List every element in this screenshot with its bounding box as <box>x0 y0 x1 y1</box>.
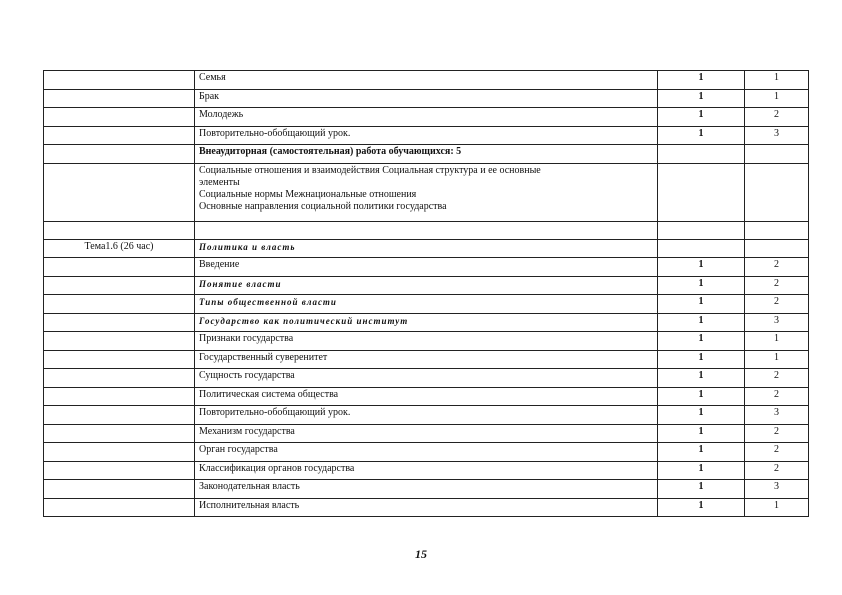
level-cell: 3 <box>745 406 809 425</box>
topic-cell <box>44 108 195 127</box>
lesson-cell: Сущность государства <box>195 369 658 388</box>
independent-work-line: Основные направления социальной политики государства <box>199 200 447 212</box>
page-number: 15 <box>415 547 427 561</box>
lesson-cell: Орган государства <box>195 443 658 462</box>
table-row <box>44 443 809 462</box>
independent-work-topics <box>195 163 658 221</box>
topic-cell <box>44 89 195 108</box>
table-row <box>44 350 809 369</box>
hours-cell: 1 <box>658 126 745 145</box>
level-cell <box>745 239 809 258</box>
table-row <box>44 276 809 295</box>
hours-cell: 1 <box>658 461 745 480</box>
hours-cell <box>658 145 745 164</box>
table-row <box>44 258 809 277</box>
table-row <box>44 89 809 108</box>
lesson-cell: Политическая система общества <box>195 387 658 406</box>
lesson-cell: Введение <box>195 258 658 277</box>
level-cell: 1 <box>745 498 809 517</box>
lesson-cell: Понятие власти <box>195 276 658 295</box>
lesson-cell: Семья <box>195 71 658 90</box>
level-cell: 2 <box>745 258 809 277</box>
lesson-cell: Признаки государства <box>195 332 658 351</box>
hours-cell: 1 <box>658 89 745 108</box>
level-cell: 1 <box>745 350 809 369</box>
hours-cell: 1 <box>658 369 745 388</box>
hours-cell: 1 <box>658 350 745 369</box>
topic-header-row <box>44 239 809 258</box>
hours-cell: 1 <box>658 71 745 90</box>
hours-cell: 1 <box>658 498 745 517</box>
level-cell: 2 <box>745 276 809 295</box>
table-row <box>44 126 809 145</box>
independent-work-line: элементы <box>199 176 240 188</box>
hours-cell <box>658 163 745 221</box>
level-cell: 2 <box>745 424 809 443</box>
independent-work-title: Внеаудиторная (самостоятельная) работа обучающихся: 5 <box>195 145 658 164</box>
table-row <box>44 424 809 443</box>
level-cell: 2 <box>745 443 809 462</box>
table-row <box>44 295 809 314</box>
lesson-cell: Механизм государства <box>195 424 658 443</box>
table-row <box>44 498 809 517</box>
level-cell: 1 <box>745 89 809 108</box>
lesson-cell: Законодательная власть <box>195 480 658 499</box>
hours-cell: 1 <box>658 108 745 127</box>
level-cell: 2 <box>745 108 809 127</box>
independent-work-topics-row <box>44 163 809 221</box>
hours-cell: 1 <box>658 332 745 351</box>
empty-row <box>44 221 809 239</box>
level-cell: 1 <box>745 71 809 90</box>
topic-cell <box>44 145 195 164</box>
lesson-cell: Исполнительная власть <box>195 498 658 517</box>
level-cell: 3 <box>745 313 809 332</box>
lesson-cell: Молодежь <box>195 108 658 127</box>
hours-cell: 1 <box>658 480 745 499</box>
topic-title: Тема1.6 (26 час) <box>44 239 195 258</box>
hours-cell: 1 <box>658 313 745 332</box>
lesson-cell: Классификация органов государства <box>195 461 658 480</box>
topic-cell <box>44 126 195 145</box>
curriculum-table <box>43 70 809 517</box>
table-row <box>44 332 809 351</box>
hours-cell: 1 <box>658 443 745 462</box>
lesson-cell: Повторительно-обобщающий урок. <box>195 406 658 425</box>
level-cell: 3 <box>745 126 809 145</box>
lesson-cell: Государство как политический институт <box>195 313 658 332</box>
table-row <box>44 71 809 90</box>
independent-work-header-row <box>44 145 809 164</box>
hours-cell: 1 <box>658 406 745 425</box>
level-cell: 2 <box>745 295 809 314</box>
level-cell <box>745 163 809 221</box>
hours-cell <box>658 239 745 258</box>
level-cell: 2 <box>745 369 809 388</box>
hours-cell: 1 <box>658 387 745 406</box>
level-cell: 3 <box>745 480 809 499</box>
hours-cell: 1 <box>658 295 745 314</box>
table-row <box>44 406 809 425</box>
topic-cell <box>44 71 195 90</box>
hours-cell: 1 <box>658 424 745 443</box>
table-row <box>44 369 809 388</box>
table-row <box>44 480 809 499</box>
level-cell: 2 <box>745 387 809 406</box>
lesson-cell: Типы общественной власти <box>195 295 658 314</box>
table-row <box>44 108 809 127</box>
table-row <box>44 387 809 406</box>
table-row <box>44 313 809 332</box>
topic-cell <box>44 163 195 221</box>
level-cell <box>745 145 809 164</box>
independent-work-line: Социальные отношения и взаимодействия Социальная структура и ее основные <box>199 164 541 176</box>
independent-work-line: Социальные нормы Межнациональные отношения <box>199 188 417 200</box>
lesson-cell: Государственный суверенитет <box>195 350 658 369</box>
level-cell: 1 <box>745 332 809 351</box>
hours-cell: 1 <box>658 276 745 295</box>
level-cell: 2 <box>745 461 809 480</box>
section-title: Политика и власть <box>195 239 658 258</box>
lesson-cell: Повторительно-обобщающий урок. <box>195 126 658 145</box>
table-row <box>44 461 809 480</box>
lesson-cell: Брак <box>195 89 658 108</box>
hours-cell: 1 <box>658 258 745 277</box>
